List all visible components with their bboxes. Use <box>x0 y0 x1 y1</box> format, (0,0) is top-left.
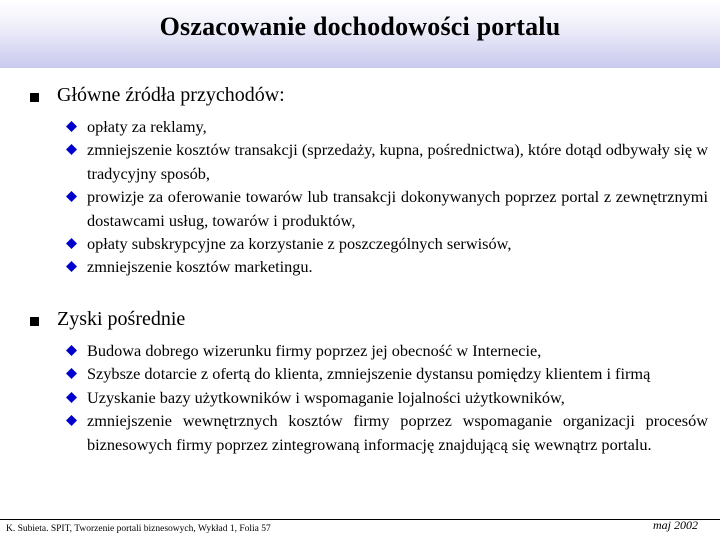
diamond-bullet-icon <box>66 392 77 403</box>
slide-title: Oszacowanie dochodowości portalu <box>159 12 561 41</box>
list-item-text: Szybsze dotarcie z ofertą do klienta, zmniejszenie dystansu pomiędzy klientem i firmą <box>87 364 651 384</box>
footer-date: maj 2002 <box>653 518 698 532</box>
list-item <box>63 409 708 456</box>
list-item <box>63 386 708 409</box>
list-item <box>63 232 708 255</box>
bullet-list <box>63 339 708 456</box>
diamond-bullet-icon <box>66 121 77 132</box>
diamond-bullet-icon <box>66 368 77 379</box>
diamond-bullet-icon <box>66 144 77 155</box>
list-item-text: opłaty za reklamy, <box>87 117 207 136</box>
square-bullet-icon <box>30 317 39 326</box>
list-item <box>63 115 708 138</box>
diamond-bullet-icon <box>66 345 77 356</box>
square-bullet-icon <box>30 93 39 102</box>
list-item-text: prowizje za oferowanie towarów lub transakcji dokonywanych poprzez portal z zewnętrznymi dostawcami usług, towarów i produktów, <box>87 187 708 230</box>
diamond-bullet-icon <box>66 191 77 202</box>
list-item <box>63 362 708 385</box>
diamond-bullet-icon <box>66 238 77 249</box>
list-item <box>63 185 708 232</box>
list-item <box>63 255 708 278</box>
bullet-list <box>63 115 708 279</box>
list-item <box>63 339 708 362</box>
section-title: Zyski pośrednie <box>57 308 186 330</box>
list-item-text: opłaty subskrypcyjne za korzystanie z poszczególnych serwisów, <box>87 234 512 254</box>
list-item-text: zmniejszenie kosztów marketingu. <box>87 257 313 277</box>
diamond-bullet-icon <box>66 415 77 426</box>
footer-citation: K. Subieta. SPIT, Tworzenie portali biznesowych, Wykład 1, Folia 57 <box>6 524 271 534</box>
footer-divider <box>0 519 720 520</box>
list-item-text: Uzyskanie bazy użytkowników i wspomaganie lojalności użytkowników, <box>87 387 565 407</box>
section-title: Główne źródła przychodów: <box>57 84 285 106</box>
list-item <box>63 138 708 185</box>
list-item-text: zmniejszenie kosztów transakcji (sprzedaży, kupna, pośrednictwa), które dotąd odbywały się w tradycyjny sposób, <box>87 140 708 183</box>
list-item-text: Budowa dobrego wizerunku firmy poprzez jej obecność w Internecie, <box>87 341 542 360</box>
diamond-bullet-icon <box>66 261 77 272</box>
list-item-text: zmniejszenie wewnętrznych kosztów firmy poprzez wspomaganie organizacji procesów biznesowych firmy poprzez zintegrowaną informację znajdującą się wewnątrz portalu. <box>87 411 708 454</box>
